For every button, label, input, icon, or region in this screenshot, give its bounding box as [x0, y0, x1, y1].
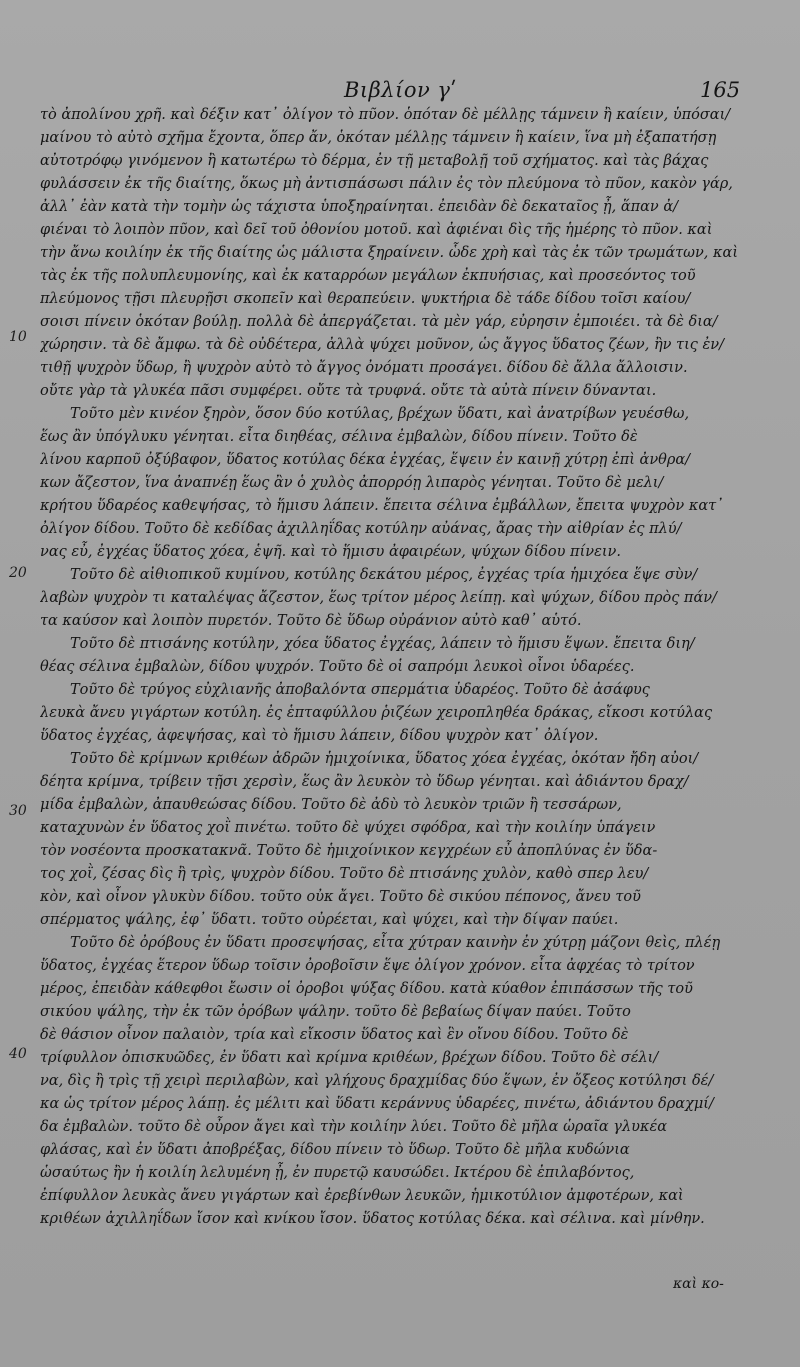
- text-line: Τοῦτο δὲ πτισάνης κοτύλην, χόεα ὕδατος ἐγχέας, λάπειν τὸ ἥμισυ ἕψων. ἔπειτα διη/: [70, 636, 695, 652]
- text-line: μαίνου τὸ αὐτὸ σχῆμα ἔχοντα, ὅπερ ἄν, ὁκόταν μέλλῃς τάμνειν ἢ καίειν, ἵνα μὴ ἐξαπατήσῃ: [40, 130, 717, 146]
- body-text: [40, 104, 766, 1231]
- text-line: Τοῦτο δὲ αἰθιοπικοῦ κυμίνου, κοτύλης δεκάτου μέρος, ἐγχέας τρία ἡμιχόεα ἕψε σὺν/: [70, 567, 698, 583]
- page-number: 165: [700, 78, 741, 102]
- text-line: λίνου καρποῦ ὀξύβαφον, ὕδατος κοτύλας δέκα ἐγχέας, ἕψειν ἐν καινῇ χύτρῃ ἐπὶ ἀνθρα/: [40, 452, 691, 468]
- text-line: φυλάσσειν ἐκ τῆς διαίτης, ὅκως μὴ ἀντισπάσωσι πάλιν ἐς τὸν πλεύμονα τὸ πῦον, κακὸν γάρ,: [40, 176, 733, 192]
- text-line: οὔτε γὰρ τὰ γλυκέα πᾶσι συμφέρει. οὔτε τὰ τρυφνά. οὔτε τὰ αὐτὰ πίνειν δύνανται.: [40, 383, 657, 399]
- text-line: κριθέων ἀχιλληΐδων ἴσον καὶ κνίκου ἴσον. ὕδατος κοτύλας δέκα. καὶ σέλινα. καὶ μίνθην.: [40, 1211, 705, 1227]
- text-line: Τοῦτο μὲν κινέον ξηρὸν, ὅσον δύο κοτύλας, βρέχων ὕδατι, καὶ ἀνατρίβων γευέσθω,: [70, 406, 690, 422]
- catchword: καὶ κο-: [673, 1276, 724, 1292]
- text-line: σπέρματος ψάλης, ἐφ᾽ ὕδατι. τοῦτο οὐρέεται, καὶ ψύχει, καὶ τὴν δίψαν παύει.: [40, 912, 619, 928]
- line-number-40: 40: [9, 1046, 27, 1062]
- text-line: ἀλλ᾽ ἐὰν κατὰ τὴν τομὴν ὡς τάχιστα ὑποξηραίνηται. ἐπειδὰν δὲ δεκαταῖος ᾖ, ἅπαν ἀ/: [40, 199, 679, 215]
- text-line: τὸν νοσέοντα προσκατακνᾶ. Τοῦτο δὲ ἡμιχοίνικον κεγχρέων εὖ ἀποπλύνας ἐν ὕδα-: [40, 843, 658, 859]
- text-line: τὰς ἐκ τῆς πολυπλευμονίης, καὶ ἐκ καταρρόων μεγάλων ἐκπυήσιας, καὶ προσεόντος τοῦ: [40, 268, 696, 284]
- text-line: θέας σέλινα ἐμβαλὼν, δίδου ψυχρόν. Τοῦτο δὲ οἱ σαπρόμι λευκοὶ οἶνοι ὑδαρέες.: [40, 659, 635, 675]
- text-line: τὴν ἄνω κοιλίην ἐκ τῆς διαίτης ὡς μάλιστα ξηραίνειν. ὧδε χρὴ καὶ τὰς ἐκ τῶν τρωμάτων, καὶ: [40, 245, 739, 261]
- text-line: ὕδατος, ἐγχέας ἕτερον ὕδωρ τοῖσιν ὀροβοῖσιν ἕψε ὀλίγον χρόνον. εἶτα ἀφχέας τὸ τρίτον: [40, 958, 695, 974]
- text-line: δὲ θάσιον οἶνον παλαιὸν, τρία καὶ εἴκοσιν ὕδατος καὶ ἓν οἴνου δίδου. Τοῦτο δὲ: [40, 1027, 629, 1043]
- text-line: σοισι πίνειν ὁκόταν βούλῃ. πολλὰ δὲ ἀπεργάζεται. τὰ μὲν γάρ, εὐρησιν ἐμποιέει. τὰ δὲ δια/: [40, 314, 718, 330]
- text-line: ὀλίγον δίδου. Τοῦτο δὲ κεδίδας ἀχιλληΐδας κοτύλην αὐάνας, ἄρας τὴν αἰθρίαν ἐς πλύ/: [40, 521, 682, 537]
- text-line: δέητα κρίμνα, τρίβειν τῇσι χερσὶν, ἕως ἂν λευκὸν τὸ ὕδωρ γένηται. καὶ ἀδιάντου δραχ/: [40, 774, 689, 790]
- text-line: τα καύσον καὶ λοιπὸν πυρετόν. Τοῦτο δὲ ὕδωρ οὐράνιον αὐτὸ καθ᾽ αὑτό.: [40, 613, 582, 629]
- text-line: κὸν, καὶ οἶνον γλυκὺν δίδου. τοῦτο οὐκ ἄγει. Τοῦτο δὲ σικύου πέπονος, ἄνευ τοῦ: [40, 889, 641, 905]
- text-line: ὕδατος ἐγχέας, ἀφεψήσας, καὶ τὸ ἥμισυ λάπειν, δίδου ψυχρὸν κατ᾽ ὀλίγον.: [40, 728, 599, 744]
- text-line: φλάσας, καὶ ἐν ὕδατι ἀποβρέξας, δίδου πίνειν τὸ ὕδωρ. Τοῦτο δὲ μῆλα κυδώνια: [40, 1142, 630, 1158]
- text-line: λαβὼν ψυχρὸν τι καταλέψας ἄζεστον, ἕως τρίτον μέρος λείπῃ. καὶ ψύχων, δίδου πρὸς πάν/: [40, 590, 717, 606]
- text-line: μέρος, ἐπειδὰν κάθεφθοι ἔωσιν οἱ ὀροβοι ψύξας δίδου. κατὰ κύαθον ἐπιπάσσων τῆς τοῦ: [40, 981, 693, 997]
- text-line: ἐπίφυλλον λευκὰς ἄνευ γιγάρτων καὶ ἐρεβίνθων λευκῶν, ἡμικοτύλιον ἀμφοτέρων, καὶ: [40, 1188, 684, 1204]
- text-line: φιέναι τὸ λοιπὸν πῦον, καὶ δεῖ τοῦ ὀθονίου μοτοῦ. καὶ ἀφιέναι δὶς τῆς ἡμέρης τὸ πῦον. καὶ: [40, 222, 713, 238]
- text-line: νας εὖ, ἐγχέας ὕδατος χόεα, ἑψῆ. καὶ τὸ ἥμισυ ἀφαιρέων, ψύχων δίδου πίνειν.: [40, 544, 621, 560]
- text-line: ἕως ἂν ὑπόγλυκυ γένηται. εἶτα διηθέας, σέλινα ἐμβαλὼν, δίδου πίνειν. Τοῦτο δὲ: [40, 429, 638, 445]
- text-line: να, δὶς ἢ τρὶς τῇ χειρὶ περιλαβὼν, καὶ γλήχους δραχμίδας δύο ἕψων, ἐν ὄξεος κοτύλησι δέ/: [40, 1073, 714, 1089]
- running-title: Βιβλίον γʹ: [344, 78, 457, 102]
- text-line: καταχυνὼν ἐν ὕδατος χοῒ πινέτω. τοῦτο δὲ ψύχει σφόδρα, καὶ τὴν κοιλίην ὑπάγειν: [40, 820, 656, 836]
- text-line: σικύου ψάλης, τὴν ἐκ τῶν ὀρόβων ψάλην. τοῦτο δὲ βεβαίως δίψαν παύει. Τοῦτο: [40, 1004, 631, 1020]
- text-line: τιθῇ ψυχρὸν ὕδωρ, ἢ ψυχρὸν αὐτὸ τὸ ἄγγος ὀνόματι προσάγει. δίδου δὲ ἄλλα ἄλλοισιν.: [40, 360, 688, 376]
- text-line: δα ἐμβαλὼν. τοῦτο δὲ οὖρον ἄγει καὶ τὴν κοιλίην λύει. Τοῦτο δὲ μῆλα ὡραῖα γλυκέα: [40, 1119, 668, 1135]
- line-number-10: 10: [9, 329, 27, 345]
- text-line: Τοῦτο δὲ ὀρόβους ἐν ὕδατι προσεψήσας, εἶτα χύτραν καινὴν ἐν χύτρῃ μάζονι θεὶς, πλέῃ: [70, 935, 721, 951]
- text-line: μίδα ἐμβαλὼν, ἀπαυθεώσας δίδου. Τοῦτο δὲ ἀδὺ τὸ λευκὸν τριῶν ἢ τεσσάρων,: [40, 797, 622, 813]
- text-line: ὡσαύτως ἢν ἡ κοιλίη λελυμένη ᾖ, ἐν πυρετῷ καυσώδει. Ικτέρου δὲ ἐπιλαβόντος,: [40, 1165, 635, 1181]
- page-header: [0, 76, 800, 106]
- text-line: Τοῦτο δὲ τρύγος εὐχλιανῆς ἀποβαλόντα σπερμάτια ὑδαρέος. Τοῦτο δὲ ἀσάφυς: [70, 682, 650, 698]
- text-line: κα ὡς τρίτον μέρος λάπῃ. ἐς μέλιτι καὶ ὕδατι κεράννυς ὑδαρέες, πινέτω, ἀδιάντου δραχμί/: [40, 1096, 714, 1112]
- text-line: κρήτου ὕδαρέος καθεψήσας, τὸ ἥμισυ λάπειν. ἔπειτα σέλινα ἐμβάλλων, ἔπειτα ψυχρὸν κατ᾽: [40, 498, 724, 514]
- text-line: πλεύμονος τῇσι πλευρῇσι σκοπεῖν καὶ θεραπεύειν. ψυκτήρια δὲ τάδε δίδου τοῖσι καίου/: [40, 291, 691, 307]
- text-line: κων ἄζεστον, ἵνα ἀναπνέῃ ἕως ἂν ὁ χυλὸς ἀπορρόῃ λιπαρὸς γένηται. Τοῦτο δὲ μελι/: [40, 475, 664, 491]
- text-line: τρίφυλλον ὀπισκυῶδες, ἐν ὕδατι καὶ κρίμνα κριθέων, βρέχων δίδου. Τοῦτο δὲ σέλι/: [40, 1050, 659, 1066]
- text-line: λευκὰ ἄνευ γιγάρτων κοτύλη. ἐς ἑπταφύλλου ῥιζέων χειροπληθέα δράκας, εἴκοσι κοτύλας: [40, 705, 713, 721]
- text-line: τος χοῒ, ζέσας δὶς ἢ τρὶς, ψυχρὸν δίδου. Τοῦτο δὲ πτισάνης χυλὸν, καθὸ σπερ λευ/: [40, 866, 649, 882]
- text-line: Τοῦτο δὲ κρίμνων κριθέων ἀδρῶν ἡμιχοίνικα, ὕδατος χόεα ἐγχέας, ὁκόταν ἤδη αὐοι/: [70, 751, 699, 767]
- text-line: τὸ ἀπολίνου χρῆ. καὶ δέξιν κατ᾽ ὀλίγον τὸ πῦον. ὁπόταν δὲ μέλλῃς τάμνειν ἢ καίειν, ὑπόσαι/: [40, 107, 731, 123]
- text-line: χώρησιν. τὰ δὲ ἄμφω. τὰ δὲ οὐδέτερα, ἀλλὰ ψύχει μοῦνον, ὡς ἄγγος ὕδατος ζέων, ἢν τις ἐν/: [40, 337, 724, 353]
- line-number-30: 30: [9, 803, 27, 819]
- line-number-20: 20: [9, 565, 27, 581]
- text-line: αὐτοτρόφῳ γινόμενον ἢ κατωτέρω τὸ δέρμα, ἐν τῇ μεταβολῇ τοῦ σχήματος. καὶ τὰς βάχας: [40, 153, 709, 169]
